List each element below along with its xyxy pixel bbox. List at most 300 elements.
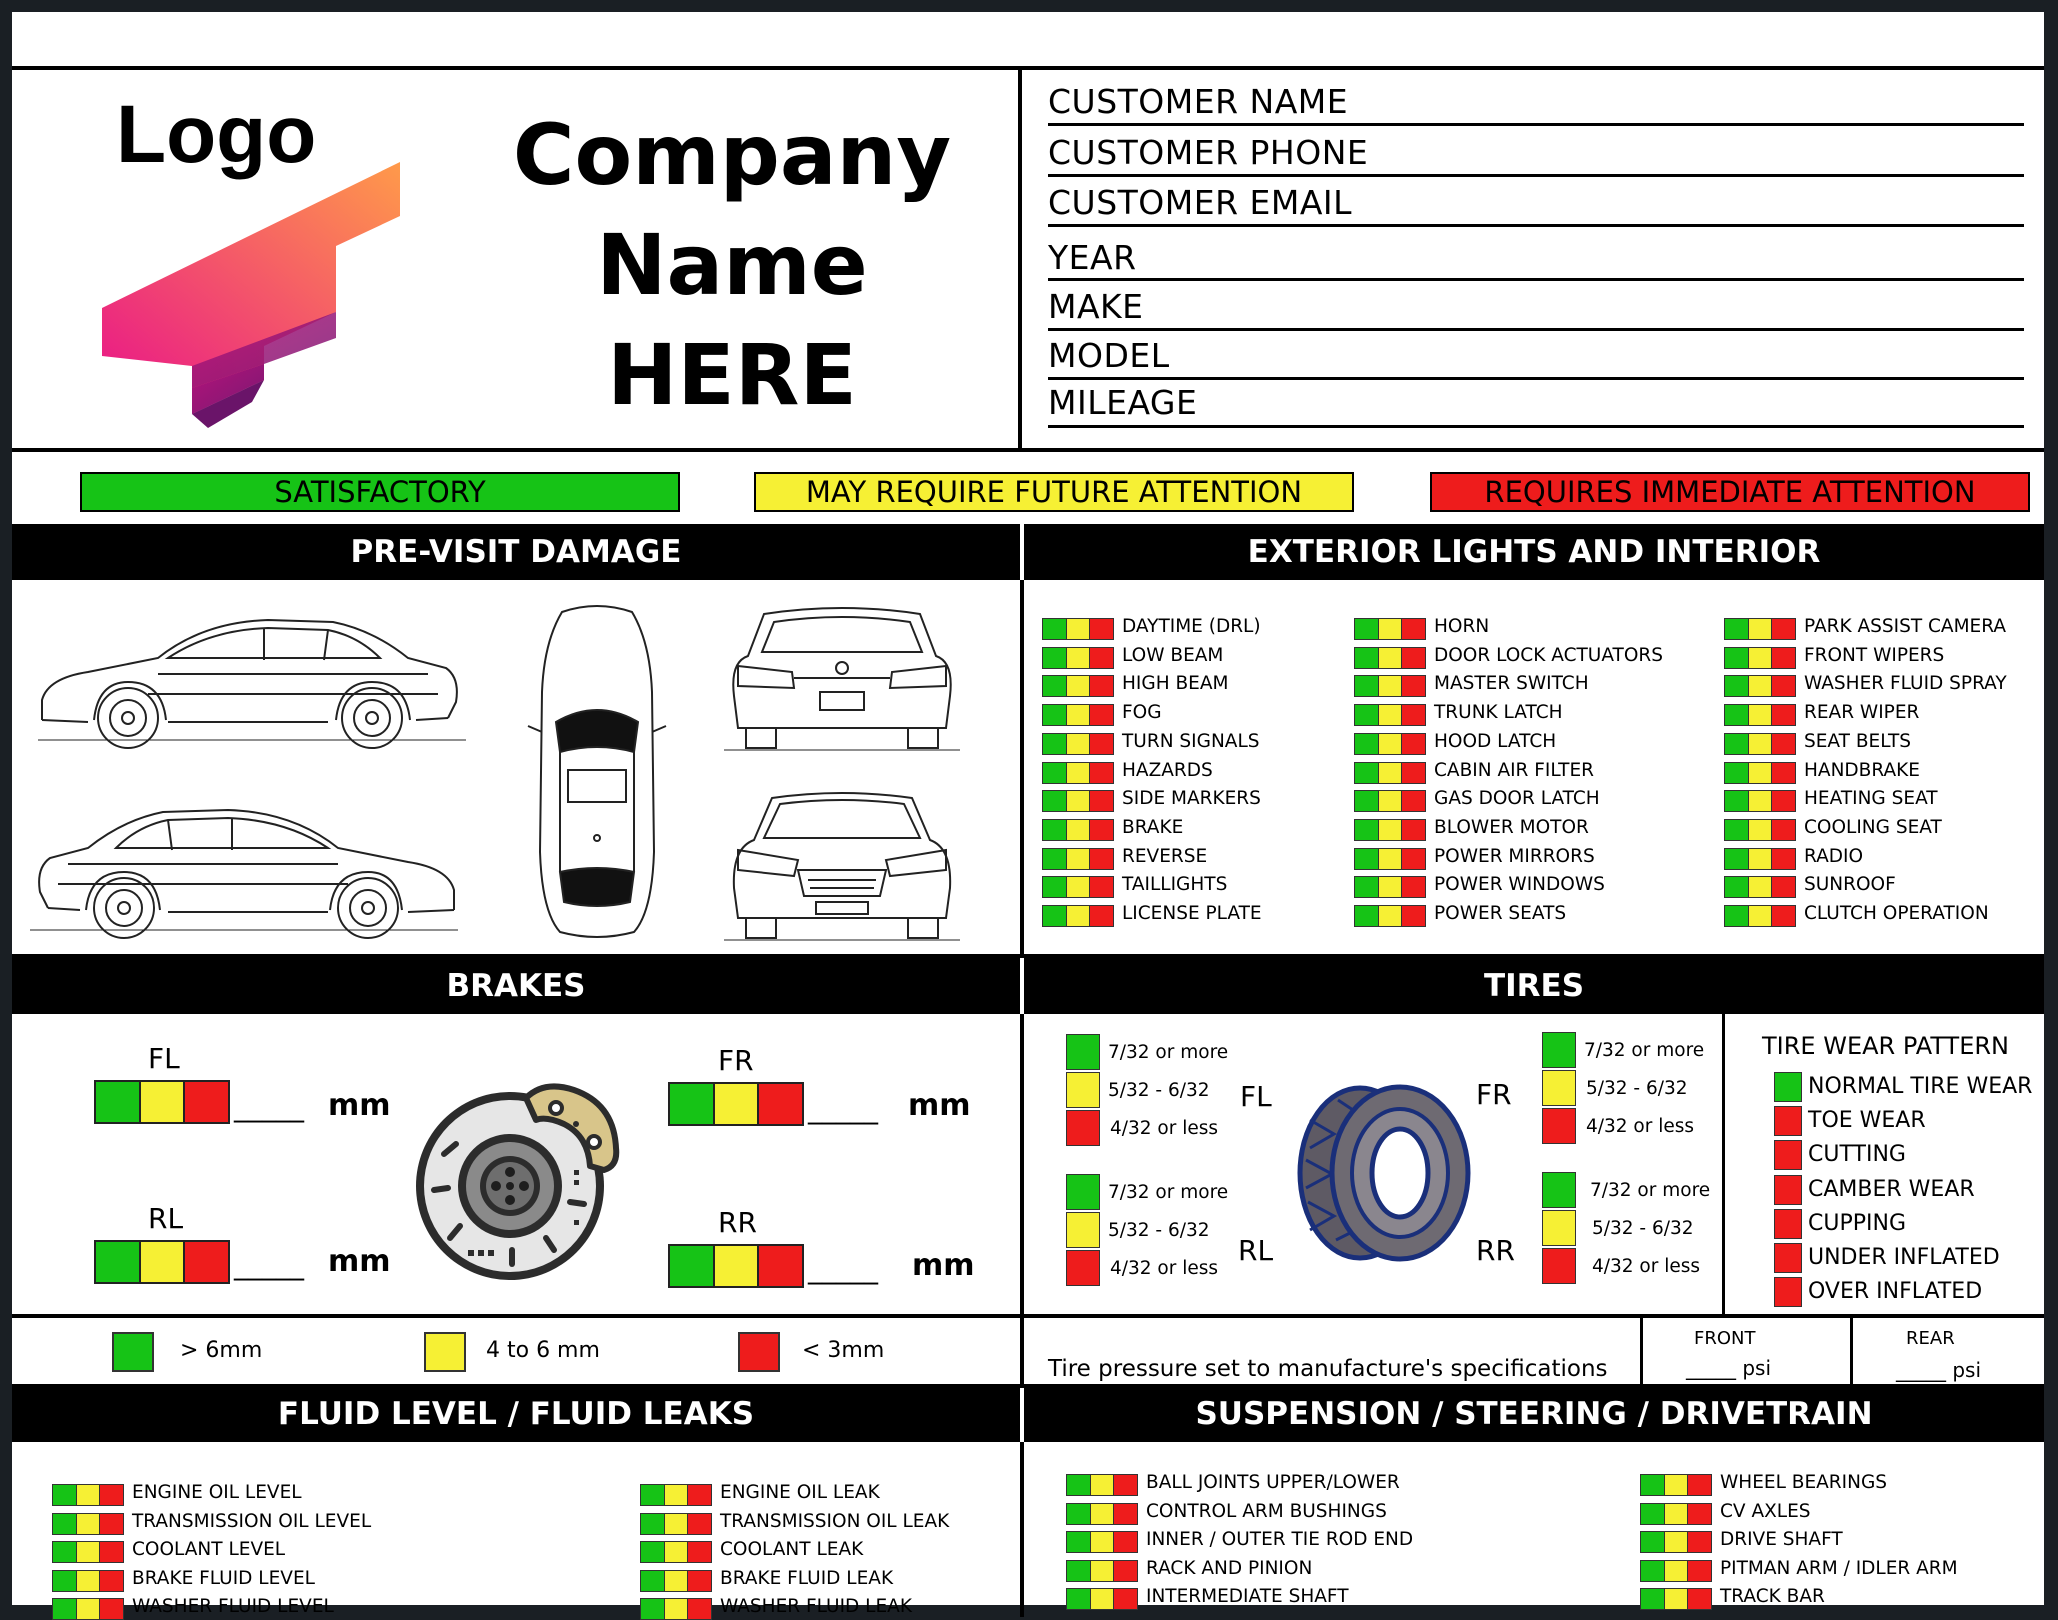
rating-green[interactable] <box>1043 849 1067 869</box>
tire-rl-depth-green[interactable] <box>1066 1174 1100 1210</box>
rating-red[interactable] <box>1090 877 1113 897</box>
rating-yellow[interactable] <box>1379 877 1403 897</box>
rating-yellow[interactable] <box>1749 877 1773 897</box>
rating-green[interactable] <box>641 1571 665 1591</box>
rating-yellow[interactable] <box>1665 1504 1689 1524</box>
check-washer-fluid-level[interactable] <box>52 1598 124 1620</box>
brake-fr-rating[interactable] <box>668 1082 804 1126</box>
rating-green[interactable] <box>1355 705 1379 725</box>
rating-green[interactable] <box>1355 906 1379 926</box>
rating-yellow[interactable] <box>1091 1504 1115 1524</box>
rating-red[interactable] <box>1402 648 1425 668</box>
rating-green[interactable] <box>1043 906 1067 926</box>
check-power-seats[interactable] <box>1354 905 1426 927</box>
rating-green[interactable] <box>1355 648 1379 668</box>
section-title-pre-visit: PRE-VISIT DAMAGE <box>12 524 1020 580</box>
label-hazards: HAZARDS <box>1122 759 1213 781</box>
rating-red[interactable] <box>1402 734 1425 754</box>
rating-red[interactable] <box>1772 849 1795 869</box>
brake-legend-red-swatch <box>738 1332 780 1372</box>
rating-red[interactable] <box>1772 705 1795 725</box>
check-reverse[interactable] <box>1042 848 1114 870</box>
rating-green[interactable] <box>1355 877 1379 897</box>
rating-green[interactable] <box>1725 763 1749 783</box>
label-rear-wiper: REAR WIPER <box>1804 702 1920 724</box>
tire-rl-depth-red[interactable] <box>1066 1250 1100 1286</box>
label-blower-motor: BLOWER MOTOR <box>1434 816 1589 838</box>
rating-yellow[interactable] <box>1749 849 1773 869</box>
rating-green[interactable] <box>1641 1589 1665 1609</box>
rating-green[interactable] <box>641 1514 665 1534</box>
rating-green[interactable] <box>1067 1475 1091 1495</box>
rating-red[interactable] <box>1402 791 1425 811</box>
tire-pressure-text: Tire pressure set to manufacture's specifications <box>1048 1356 1608 1382</box>
rating-red[interactable] <box>1114 1475 1137 1495</box>
car-front-diagram <box>724 788 960 944</box>
label-coolant-leak: COOLANT LEAK <box>720 1539 864 1561</box>
check-horn[interactable] <box>1354 618 1426 640</box>
check-washer-fluid-leak[interactable] <box>640 1598 712 1620</box>
rating-green[interactable] <box>1355 763 1379 783</box>
rating-yellow[interactable] <box>1665 1589 1689 1609</box>
rating-green[interactable] <box>1725 877 1749 897</box>
rating-green[interactable] <box>1725 619 1749 639</box>
rating-yellow[interactable] <box>1067 763 1091 783</box>
check-side-markers[interactable] <box>1042 790 1114 812</box>
rating-yellow[interactable] <box>1379 820 1403 840</box>
tire-fr-depth-label: 4/32 or less <box>1586 1116 1695 1137</box>
rating-green[interactable] <box>53 1514 77 1534</box>
rating-red[interactable] <box>1772 791 1795 811</box>
label-power-mirrors: POWER MIRRORS <box>1434 845 1595 867</box>
check-transmission-oil-leak[interactable] <box>640 1513 712 1535</box>
rating-red[interactable] <box>1402 676 1425 696</box>
rating-yellow[interactable] <box>665 1514 689 1534</box>
customer-phone-field[interactable] <box>1048 174 2024 177</box>
rating-yellow[interactable] <box>1091 1532 1115 1552</box>
tire-icon <box>1276 1080 1476 1266</box>
rating-red[interactable] <box>1688 1504 1711 1524</box>
tire-rl-depth-label: 4/32 or less <box>1110 1258 1219 1279</box>
rating-red[interactable] <box>1772 734 1795 754</box>
tire-rr-depth-label: 5/32 - 6/32 <box>1592 1218 1694 1239</box>
check-brake-fluid-level[interactable] <box>52 1570 124 1592</box>
rating-red[interactable] <box>688 1571 711 1591</box>
check-engine-oil-leak[interactable] <box>640 1484 712 1506</box>
rating-red[interactable] <box>1090 619 1113 639</box>
rating-green[interactable] <box>53 1485 77 1505</box>
check-fog[interactable] <box>1042 704 1114 726</box>
label-heating-seat: HEATING SEAT <box>1804 788 1938 810</box>
rating-yellow[interactable] <box>77 1485 101 1505</box>
rating-yellow[interactable] <box>1749 619 1773 639</box>
check-low-beam[interactable] <box>1042 647 1114 669</box>
tire-rl-depth-label: 7/32 or more <box>1108 1182 1229 1203</box>
mileage-field[interactable] <box>1048 425 2024 428</box>
rating-yellow[interactable] <box>1749 763 1773 783</box>
rating-green[interactable] <box>1355 619 1379 639</box>
rating-green[interactable] <box>641 1485 665 1505</box>
wear-check-over-inflated[interactable] <box>1774 1277 1802 1307</box>
check-power-mirrors[interactable] <box>1354 848 1426 870</box>
rating-yellow[interactable] <box>1749 734 1773 754</box>
label-horn: HORN <box>1434 616 1490 637</box>
label-cabin-air-filter: CABIN AIR FILTER <box>1434 759 1594 781</box>
brake-rr-rating[interactable] <box>668 1244 804 1288</box>
check-daytime-drl[interactable] <box>1042 618 1114 640</box>
rating-red[interactable] <box>1114 1589 1137 1609</box>
rating-red[interactable] <box>1688 1532 1711 1552</box>
check-drive-shaft[interactable] <box>1640 1531 1712 1553</box>
rating-green[interactable] <box>1355 734 1379 754</box>
rating-green[interactable] <box>1725 705 1749 725</box>
customer-email-label: CUSTOMER EMAIL <box>1048 183 1353 222</box>
customer-name-field[interactable] <box>1048 123 2024 126</box>
tire-rl-depth-yellow[interactable] <box>1066 1212 1100 1248</box>
label-taillights: TAILLIGHTS <box>1122 874 1228 896</box>
wear-check-under-inflated[interactable] <box>1774 1243 1802 1273</box>
tire-pressure-rule <box>1022 1314 2044 1318</box>
rating-red[interactable] <box>100 1514 123 1534</box>
brake-legend-green-swatch <box>112 1332 154 1372</box>
rating-yellow[interactable] <box>1379 676 1403 696</box>
rating-yellow[interactable] <box>1091 1475 1115 1495</box>
rating-green[interactable] <box>1043 705 1067 725</box>
column-divider-1 <box>1020 580 1024 954</box>
brake-legend-yellow-swatch <box>424 1332 466 1372</box>
check-taillights[interactable] <box>1042 876 1114 898</box>
rating-red[interactable] <box>1402 906 1425 926</box>
rating-yellow[interactable] <box>1067 849 1091 869</box>
rating-yellow[interactable] <box>1379 763 1403 783</box>
rating-green[interactable] <box>1641 1532 1665 1552</box>
rating-red[interactable] <box>1090 676 1113 696</box>
rating-yellow[interactable] <box>1749 906 1773 926</box>
brake-rl-rating[interactable] <box>94 1240 230 1284</box>
rating-red[interactable] <box>1772 820 1795 840</box>
rating-red[interactable] <box>1090 763 1113 783</box>
rating-red[interactable] <box>1114 1532 1137 1552</box>
label-park-assist-camera: PARK ASSIST CAMERA <box>1804 616 2007 637</box>
tire-rl-depth-label: 5/32 - 6/32 <box>1108 1220 1210 1241</box>
check-gas-door-latch[interactable] <box>1354 790 1426 812</box>
rating-yellow[interactable] <box>1665 1475 1689 1495</box>
tire-fl-depth-red[interactable] <box>1066 1110 1100 1146</box>
label-transmission-oil-leak: TRANSMISSION OIL LEAK <box>720 1510 950 1532</box>
rating-yellow[interactable] <box>665 1485 689 1505</box>
check-control-arm-bushings[interactable] <box>1066 1503 1138 1525</box>
tire-fr-depth-yellow[interactable] <box>1542 1070 1576 1106</box>
rating-yellow[interactable] <box>1379 648 1403 668</box>
check-rear-wiper[interactable] <box>1724 704 1796 726</box>
rating-red[interactable] <box>1090 820 1113 840</box>
label-control-arm-bushings: CONTROL ARM BUSHINGS <box>1146 1500 1387 1522</box>
rating-yellow[interactable] <box>1749 705 1773 725</box>
rating-red[interactable] <box>1402 619 1425 639</box>
section-title-suspension: SUSPENSION / STEERING / DRIVETRAIN <box>1024 1386 2044 1442</box>
tire-fl-depth-green[interactable] <box>1066 1034 1100 1070</box>
rating-red[interactable] <box>1688 1561 1711 1581</box>
check-hood-latch[interactable] <box>1354 733 1426 755</box>
car-top-diagram <box>522 602 672 942</box>
rating-red[interactable] <box>688 1542 711 1562</box>
check-rack-and-pinion[interactable] <box>1066 1560 1138 1582</box>
rating-yellow[interactable] <box>1379 734 1403 754</box>
check-trunk-latch[interactable] <box>1354 704 1426 726</box>
rating-green[interactable] <box>1067 1532 1091 1552</box>
rating-yellow[interactable] <box>1379 849 1403 869</box>
rating-red[interactable] <box>1402 849 1425 869</box>
rating-green[interactable] <box>1355 820 1379 840</box>
rating-green[interactable] <box>1067 1589 1091 1609</box>
customer-email-field[interactable] <box>1048 224 2024 227</box>
rating-green[interactable] <box>1043 820 1067 840</box>
check-radio[interactable] <box>1724 848 1796 870</box>
rating-red[interactable] <box>1402 763 1425 783</box>
tire-front-label: FRONT <box>1694 1328 1756 1349</box>
check-washer-fluid-spray[interactable] <box>1724 675 1796 697</box>
brake-rl-blank[interactable]: _____ <box>234 1248 304 1281</box>
rating-green[interactable] <box>53 1571 77 1591</box>
rating-yellow[interactable] <box>1067 676 1091 696</box>
rating-yellow[interactable] <box>665 1571 689 1591</box>
rating-green[interactable] <box>1641 1561 1665 1581</box>
rating-red[interactable] <box>1688 1589 1711 1609</box>
rating-red[interactable] <box>1402 877 1425 897</box>
rating-red[interactable] <box>688 1485 711 1505</box>
rating-red[interactable] <box>1090 906 1113 926</box>
check-intermediate-shaft[interactable] <box>1066 1588 1138 1610</box>
label-brake-fluid-level: BRAKE FLUID LEVEL <box>132 1567 315 1589</box>
rating-yellow[interactable] <box>77 1599 101 1619</box>
check-cabin-air-filter[interactable] <box>1354 762 1426 784</box>
rating-red[interactable] <box>1090 648 1113 668</box>
check-handbrake[interactable] <box>1724 762 1796 784</box>
rating-red[interactable] <box>1772 648 1795 668</box>
check-high-beam[interactable] <box>1042 675 1114 697</box>
rating-red[interactable] <box>100 1542 123 1562</box>
rating-red[interactable] <box>1090 734 1113 754</box>
rating-yellow[interactable] <box>77 1542 101 1562</box>
rating-yellow[interactable] <box>1067 791 1091 811</box>
rating-yellow[interactable] <box>1749 648 1773 668</box>
rating-green[interactable] <box>1725 906 1749 926</box>
tire-rear-psi[interactable]: _____ psi <box>1896 1358 1982 1382</box>
label-side-markers: SIDE MARKERS <box>1122 788 1261 810</box>
tire-rr-depth-green[interactable] <box>1542 1172 1576 1208</box>
rating-red[interactable] <box>100 1485 123 1505</box>
rating-yellow[interactable] <box>1665 1561 1689 1581</box>
label-engine-oil-level: ENGINE OIL LEVEL <box>132 1482 302 1503</box>
tire-rr-depth-label: 7/32 or more <box>1590 1180 1711 1201</box>
rating-yellow[interactable] <box>1749 820 1773 840</box>
rating-red[interactable] <box>1090 849 1113 869</box>
rating-red[interactable] <box>1772 877 1795 897</box>
rating-yellow[interactable] <box>665 1599 689 1619</box>
year-field[interactable] <box>1048 278 2024 281</box>
tire-fr-label: FR <box>1476 1078 1512 1111</box>
check-cooling-seat[interactable] <box>1724 819 1796 841</box>
top-rule <box>12 66 2044 70</box>
tire-fr-depth-red[interactable] <box>1542 1108 1576 1144</box>
rating-red[interactable] <box>1114 1504 1137 1524</box>
check-engine-oil-level[interactable] <box>52 1484 124 1506</box>
check-coolant-level[interactable] <box>52 1541 124 1563</box>
check-pitman-arm-idler-arm[interactable] <box>1640 1560 1712 1582</box>
rating-green[interactable] <box>53 1542 77 1562</box>
rating-yellow[interactable] <box>1067 820 1091 840</box>
rating-green[interactable] <box>1725 820 1749 840</box>
rating-yellow[interactable] <box>1379 619 1403 639</box>
wear-check-camber-wear[interactable] <box>1774 1175 1802 1205</box>
check-ball-joints-upper-lower[interactable] <box>1066 1474 1138 1496</box>
rating-yellow[interactable] <box>1379 705 1403 725</box>
rating-yellow[interactable] <box>1379 906 1403 926</box>
wear-check-toe-wear[interactable] <box>1774 1106 1802 1136</box>
check-blower-motor[interactable] <box>1354 819 1426 841</box>
rating-yellow[interactable] <box>1067 648 1091 668</box>
tire-rr-label: RR <box>1476 1234 1515 1267</box>
label-drive-shaft: DRIVE SHAFT <box>1720 1529 1843 1551</box>
rating-red[interactable] <box>1772 619 1795 639</box>
check-heating-seat[interactable] <box>1724 790 1796 812</box>
section-title-exterior: EXTERIOR LIGHTS AND INTERIOR <box>1024 524 2044 580</box>
brake-legend-green-label: > 6mm <box>180 1338 263 1363</box>
tire-front-psi[interactable]: _____ psi <box>1686 1356 1772 1380</box>
check-park-assist-camera[interactable] <box>1724 618 1796 640</box>
rating-yellow[interactable] <box>77 1571 101 1591</box>
brake-fl-rating[interactable] <box>94 1080 230 1124</box>
check-master-switch[interactable] <box>1354 675 1426 697</box>
tire-fr-depth-label: 5/32 - 6/32 <box>1586 1078 1688 1099</box>
rating-green[interactable] <box>1725 734 1749 754</box>
rating-red[interactable] <box>1114 1561 1137 1581</box>
wear-check-normal-tire-wear[interactable] <box>1774 1072 1802 1102</box>
label-daytime-drl: DAYTIME (DRL) <box>1122 616 1261 637</box>
rating-red[interactable] <box>1772 676 1795 696</box>
wear-check-cupping[interactable] <box>1774 1209 1802 1239</box>
rating-red[interactable] <box>1772 763 1795 783</box>
rating-green[interactable] <box>641 1542 665 1562</box>
rating-yellow[interactable] <box>1749 791 1773 811</box>
check-front-wipers[interactable] <box>1724 647 1796 669</box>
check-coolant-leak[interactable] <box>640 1541 712 1563</box>
rating-green[interactable] <box>1725 676 1749 696</box>
rating-red[interactable] <box>1772 906 1795 926</box>
check-inner-outer-tie-rod-end[interactable] <box>1066 1531 1138 1553</box>
brake-fr-blank[interactable]: _____ <box>808 1092 878 1125</box>
tire-rr-depth-yellow[interactable] <box>1542 1210 1576 1246</box>
rating-green[interactable] <box>1355 676 1379 696</box>
check-wheel-bearings[interactable] <box>1640 1474 1712 1496</box>
wear-check-cutting[interactable] <box>1774 1140 1802 1170</box>
rating-green[interactable] <box>641 1599 665 1619</box>
rating-yellow[interactable] <box>1067 705 1091 725</box>
rating-green[interactable] <box>1067 1504 1091 1524</box>
tire-fl-depth-yellow[interactable] <box>1066 1072 1100 1108</box>
rating-red[interactable] <box>1402 820 1425 840</box>
check-clutch-operation[interactable] <box>1724 905 1796 927</box>
check-track-bar[interactable] <box>1640 1588 1712 1610</box>
rating-yellow[interactable] <box>1067 906 1091 926</box>
label-clutch-operation: CLUTCH OPERATION <box>1804 903 1989 924</box>
rating-green[interactable] <box>1043 877 1067 897</box>
rating-yellow[interactable] <box>1091 1589 1115 1609</box>
inspection-sheet <box>12 12 2044 1618</box>
check-brake-fluid-leak[interactable] <box>640 1570 712 1592</box>
rating-yellow[interactable] <box>1067 877 1091 897</box>
rating-red[interactable] <box>1090 791 1113 811</box>
rating-yellow[interactable] <box>1067 734 1091 754</box>
check-sunroof[interactable] <box>1724 876 1796 898</box>
label-hood-latch: HOOD LATCH <box>1434 730 1557 752</box>
brake-fl-blank[interactable]: _____ <box>234 1090 304 1123</box>
check-brake[interactable] <box>1042 819 1114 841</box>
check-transmission-oil-level[interactable] <box>52 1513 124 1535</box>
check-turn-signals[interactable] <box>1042 733 1114 755</box>
rating-green[interactable] <box>1725 849 1749 869</box>
check-cv-axles[interactable] <box>1640 1503 1712 1525</box>
wear-label-normal-tire-wear: NORMAL TIRE WEAR <box>1808 1074 2033 1099</box>
check-power-windows[interactable] <box>1354 876 1426 898</box>
make-field[interactable] <box>1048 328 2024 331</box>
rating-red[interactable] <box>1688 1475 1711 1495</box>
rating-green[interactable] <box>1725 648 1749 668</box>
check-hazards[interactable] <box>1042 762 1114 784</box>
rating-green[interactable] <box>1067 1561 1091 1581</box>
rating-green[interactable] <box>1043 648 1067 668</box>
tire-rl-label: RL <box>1238 1234 1274 1267</box>
rating-yellow[interactable] <box>1067 619 1091 639</box>
tire-rr-depth-red[interactable] <box>1542 1248 1576 1284</box>
rating-green[interactable] <box>1641 1504 1665 1524</box>
rating-red[interactable] <box>100 1599 123 1619</box>
rating-green[interactable] <box>1043 791 1067 811</box>
rating-red[interactable] <box>688 1599 711 1619</box>
rating-green[interactable] <box>1355 849 1379 869</box>
rating-yellow[interactable] <box>77 1514 101 1534</box>
rating-green[interactable] <box>1043 619 1067 639</box>
check-door-lock-actuators[interactable] <box>1354 647 1426 669</box>
section-title-fluid: FLUID LEVEL / FLUID LEAKS <box>12 1386 1020 1442</box>
rating-green[interactable] <box>1355 791 1379 811</box>
rating-green[interactable] <box>1641 1475 1665 1495</box>
rating-yellow[interactable] <box>1091 1561 1115 1581</box>
rating-red[interactable] <box>100 1571 123 1591</box>
tire-fr-depth-green[interactable] <box>1542 1032 1576 1068</box>
rating-red[interactable] <box>1090 705 1113 725</box>
label-reverse: REVERSE <box>1122 845 1208 867</box>
rating-red[interactable] <box>1402 705 1425 725</box>
model-label: MODEL <box>1048 336 1170 375</box>
rating-green[interactable] <box>1043 676 1067 696</box>
rating-yellow[interactable] <box>665 1542 689 1562</box>
tire-pressure-divider-1 <box>1640 1316 1643 1386</box>
rating-green[interactable] <box>1043 734 1067 754</box>
rating-green[interactable] <box>1043 763 1067 783</box>
rating-yellow[interactable] <box>1749 676 1773 696</box>
rating-red[interactable] <box>688 1514 711 1534</box>
model-field[interactable] <box>1048 377 2024 380</box>
brake-rr-blank[interactable]: _____ <box>808 1252 878 1285</box>
rating-green[interactable] <box>53 1599 77 1619</box>
rating-yellow[interactable] <box>1665 1532 1689 1552</box>
check-license-plate[interactable] <box>1042 905 1114 927</box>
rating-green[interactable] <box>1725 791 1749 811</box>
company-name-line3: HERE <box>607 326 857 424</box>
rating-yellow[interactable] <box>1379 791 1403 811</box>
check-seat-belts[interactable] <box>1724 733 1796 755</box>
